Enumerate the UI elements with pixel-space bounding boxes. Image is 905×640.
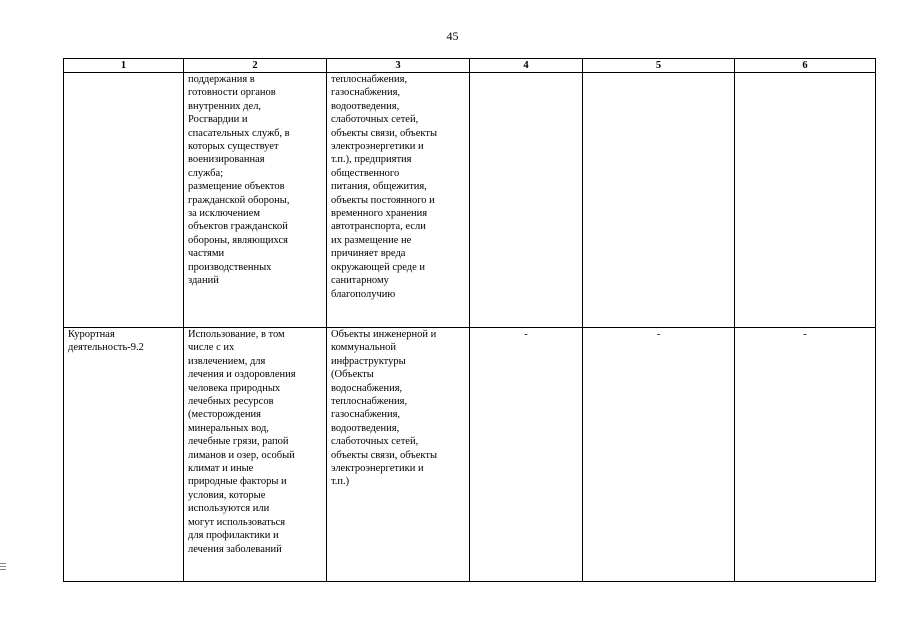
table-cell — [64, 73, 184, 328]
table-header-row — [64, 59, 876, 73]
regulations-table — [63, 58, 876, 582]
column-header-3: 3 — [327, 59, 470, 73]
table-cell: - — [583, 328, 735, 582]
table-cell — [470, 73, 583, 328]
table-cell: Объекты инженерной и коммунальной инфраструктуры (Объекты водоснабжения, теплоснабжения, газоснабжения, водоотведения, слаботочных сетей, объекты связи, объекты электроэнергетики и т.п.) — [327, 328, 470, 582]
column-header-5: 5 — [583, 59, 735, 73]
table-cell: - — [470, 328, 583, 582]
table-cell — [583, 73, 735, 328]
scan-edge-mark — [0, 563, 6, 579]
table-cell: Использование, в том числе с их извлечением, для лечения и оздоровления человека природных лечебных ресурсов (месторождения минеральных вод, лечебные грязи, рапой лиманов и озер, особый климат и иные природные факторы и условия, которые используются или могут использоваться для профилактики и лечения заболеваний — [184, 328, 327, 582]
table-cell: - — [735, 328, 876, 582]
table-cell: Курортная деятельность-9.2 — [64, 328, 184, 582]
table-cell: теплоснабжения, газоснабжения, водоотведения, слаботочных сетей, объекты связи, объекты электроэнергетики и т.п.), предприятия общественного питания, общежития, объекты постоянного и временного хранения автотранспорта, если их размещение не причиняет вреда окружающей среде и санитарному благополучию — [327, 73, 470, 328]
column-header-4: 4 — [470, 59, 583, 73]
column-header-1: 1 — [64, 59, 184, 73]
column-header-6: 6 — [735, 59, 876, 73]
table-row — [64, 73, 876, 328]
page-number: 45 — [446, 29, 459, 43]
table-row — [64, 328, 876, 582]
column-header-2: 2 — [184, 59, 327, 73]
table-cell — [735, 73, 876, 328]
table-cell: поддержания в готовности органов внутренних дел, Росгвардии и спасательных служб, в которых существует военизированная служба; размещение объектов гражданской обороны, за исключением объектов гражданской обороны, являющихся частями производственных зданий — [184, 73, 327, 328]
